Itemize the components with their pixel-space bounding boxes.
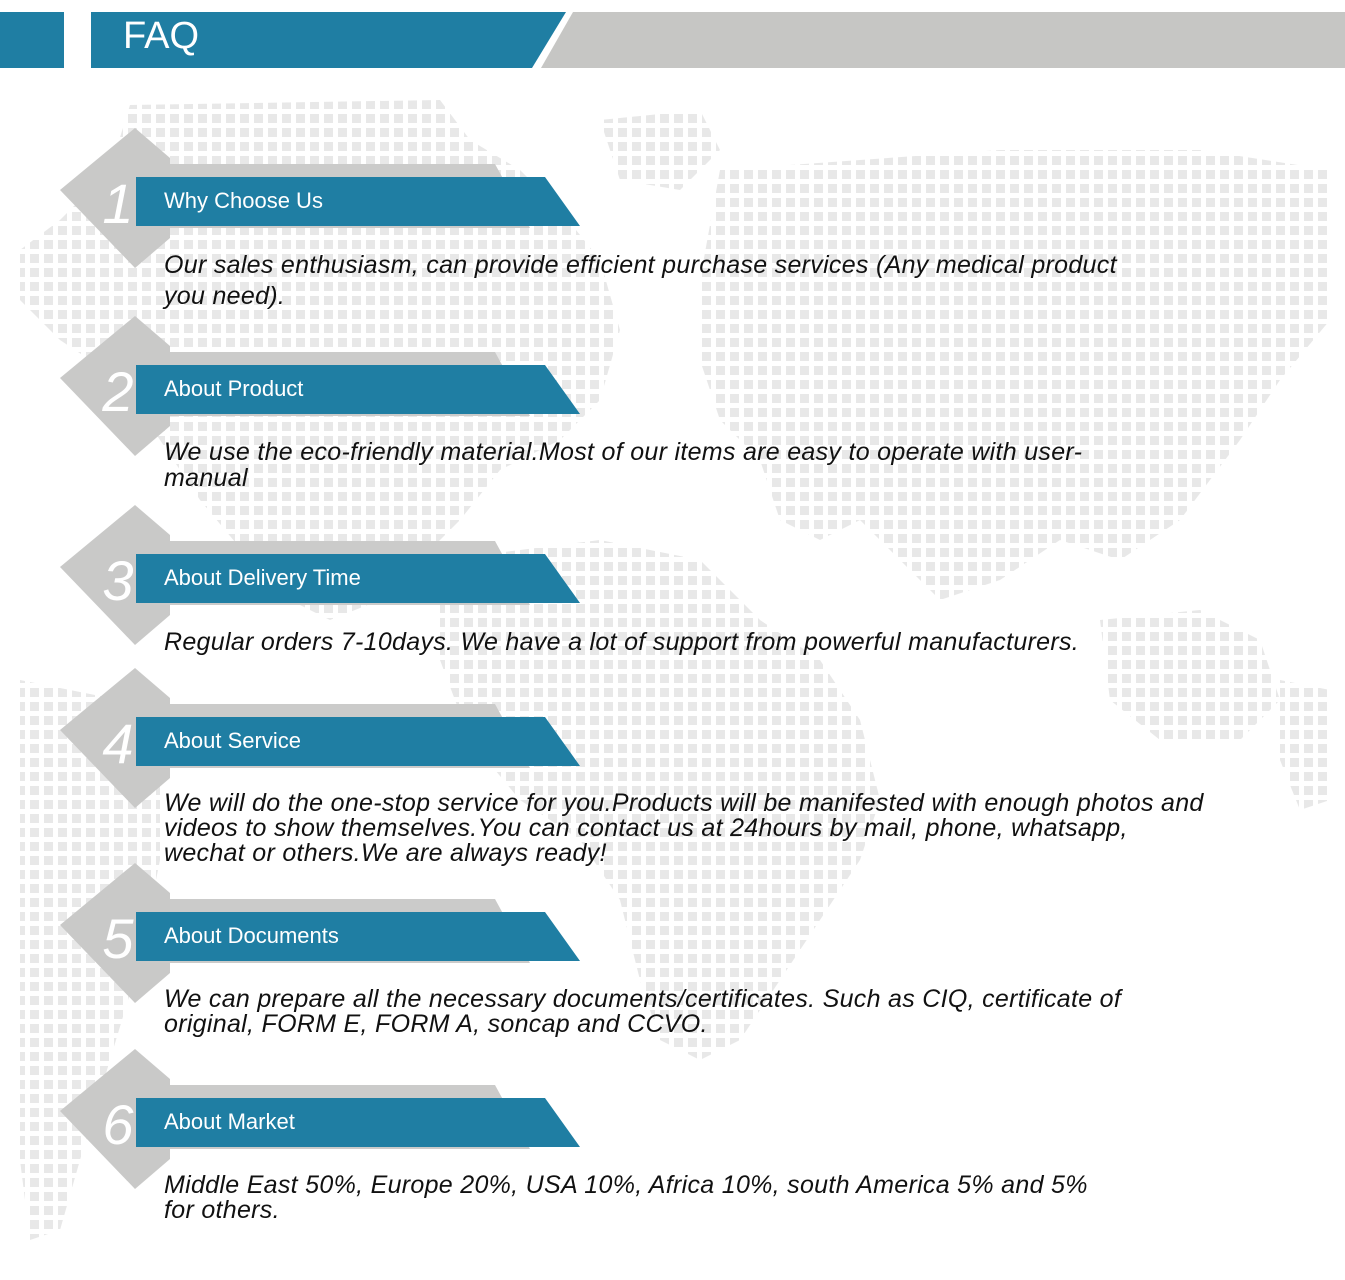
page-title: FAQ	[123, 15, 200, 57]
faq-answer-text: Our sales enthusiasm, can provide efficient purchase services (Any medical product you need).	[164, 251, 1117, 310]
faq-answer-text: Regular orders 7-10days. We have a lot of support from powerful manufacturers.	[164, 628, 1080, 656]
faq-number-badge: 3	[102, 549, 134, 612]
faq-answer-text: We can prepare all the necessary documents/certificates. Such as CIQ, certificate of original, FORM E, FORM A, soncap and CCVO.	[164, 985, 1122, 1038]
faq-number-badge: 4	[102, 712, 134, 775]
faq-answer-text: We will do the one-stop service for you.Products will be manifested with enough photos and videos to show themselves.You can contact us at 24hours by mail, phone, whatsapp, wechat or others.We are always ready!	[164, 789, 1204, 867]
header-banner-shapes	[0, 0, 1345, 70]
faq-number-badge: 2	[102, 360, 134, 423]
faq-item-why-choose-us	[0, 128, 1345, 318]
faq-item-about-service	[0, 668, 1345, 868]
faq-question-title: About Service	[164, 728, 301, 753]
faq-number-badge: 1	[102, 172, 134, 235]
faq-answer-text: We use the eco-friendly material.Most of our items are easy to operate with user-manual	[164, 438, 1083, 492]
faq-question-title: About Documents	[164, 923, 339, 948]
faq-question-title: About Market	[164, 1109, 295, 1134]
faq-item-about-documents	[0, 863, 1345, 1053]
faq-header-banner	[0, 0, 1345, 70]
faq-item-about-product	[0, 316, 1345, 506]
faq-item-about-delivery-time	[0, 505, 1345, 685]
faq-number-badge: 5	[102, 907, 134, 970]
faq-number-badge: 6	[102, 1093, 134, 1156]
faq-question-title: About Delivery Time	[164, 565, 361, 590]
faq-question-title: About Product	[164, 376, 304, 401]
faq-question-title: Why Choose Us	[164, 188, 323, 213]
faq-item-about-market	[0, 1049, 1345, 1239]
faq-answer-text: Middle East 50%, Europe 20%, USA 10%, Africa 10%, south America 5% and 5% for others.	[164, 1171, 1088, 1224]
